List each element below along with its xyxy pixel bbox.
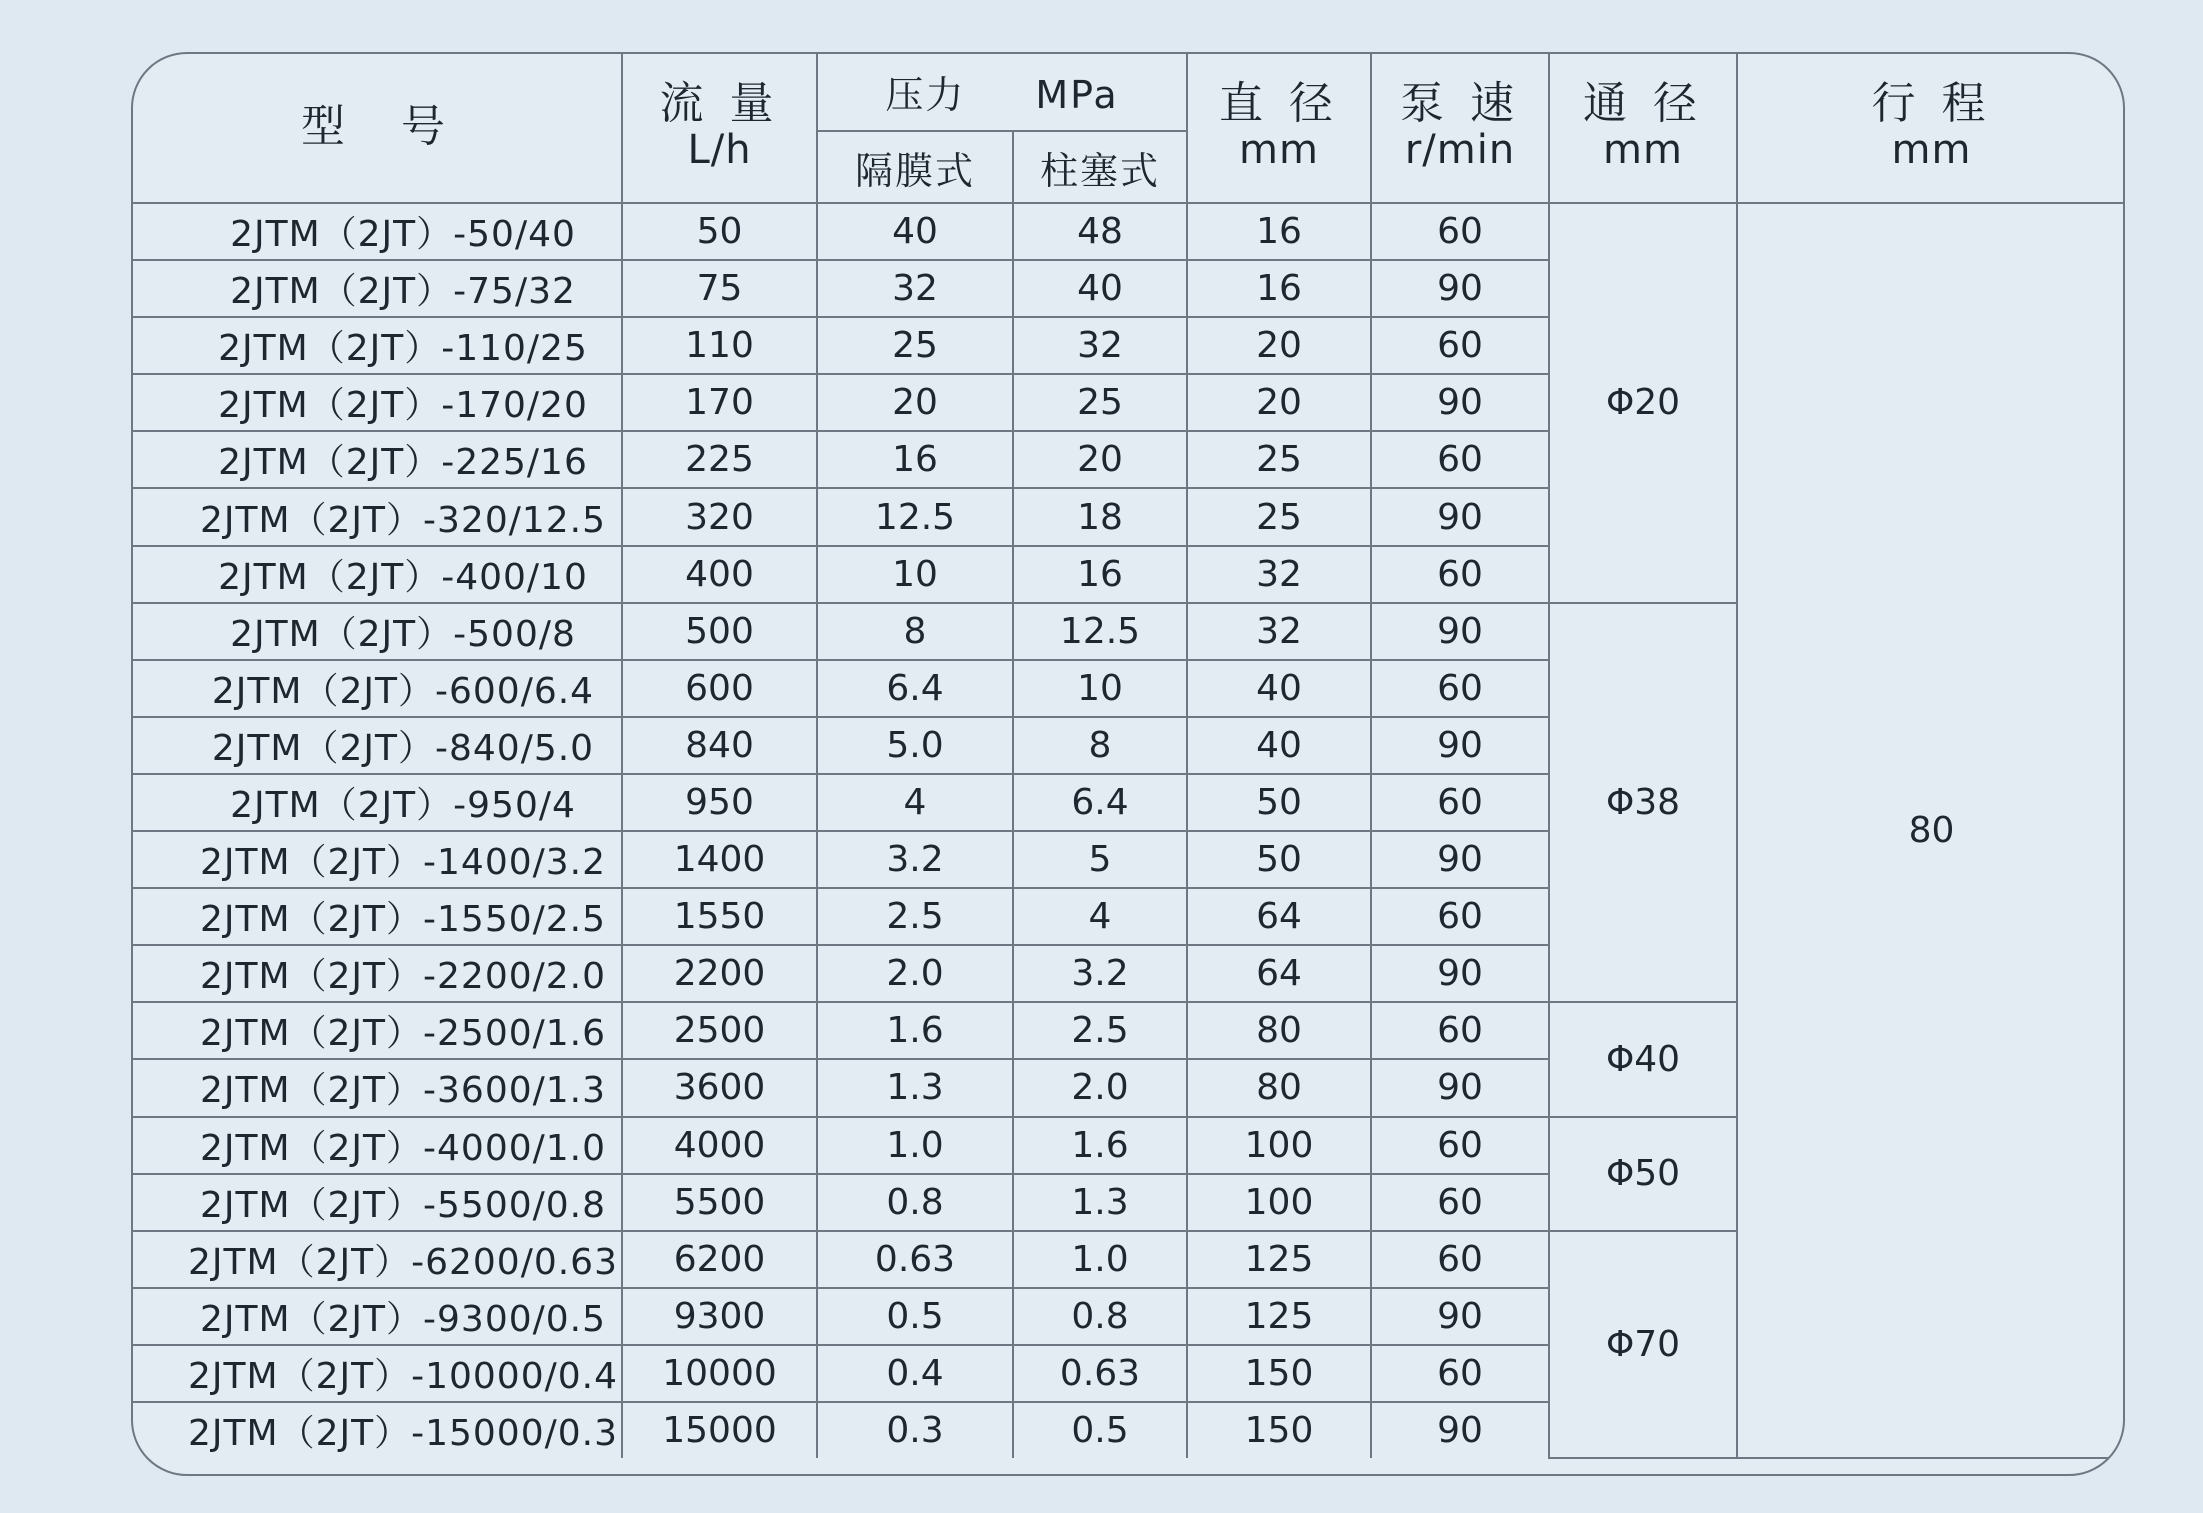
cell-speed: 90 [1371,374,1549,431]
cell-flow: 1550 [622,888,817,945]
cell-speed: 60 [1371,774,1549,831]
cell-bore-group: Φ70 [1549,1231,1737,1458]
cell-flow: 2500 [622,1002,817,1059]
cell-model: 2JTM（2JT）-3600/1.3 [131,1059,622,1116]
cell-flow: 4000 [622,1117,817,1174]
cell-model: 2JTM（2JT）-4000/1.0 [131,1117,622,1174]
cell-diaphragm: 32 [817,260,1013,317]
cell-diameter: 80 [1187,1002,1371,1059]
cell-model: 2JTM（2JT）-5500/0.8 [131,1174,622,1231]
cell-speed: 60 [1371,431,1549,488]
cell-speed: 90 [1371,260,1549,317]
cell-bore-group: Φ38 [1549,603,1737,1003]
cell-diameter: 32 [1187,546,1371,603]
cell-bore-group: Φ20 [1549,203,1737,603]
cell-plunger: 1.0 [1013,1231,1187,1288]
cell-plunger: 8 [1013,717,1187,774]
cell-speed: 60 [1371,546,1549,603]
cell-plunger: 12.5 [1013,603,1187,660]
cell-diameter: 25 [1187,431,1371,488]
cell-flow: 225 [622,431,817,488]
cell-diameter: 16 [1187,260,1371,317]
cell-model: 2JTM（2JT）-2200/2.0 [131,945,622,1002]
cell-diaphragm: 1.0 [817,1117,1013,1174]
cell-diaphragm: 20 [817,374,1013,431]
cell-diaphragm: 4 [817,774,1013,831]
cell-stroke: 80 [1737,203,2125,1458]
cell-diaphragm: 5.0 [817,717,1013,774]
cell-plunger: 3.2 [1013,945,1187,1002]
cell-speed: 60 [1371,203,1549,260]
cell-speed: 60 [1371,1174,1549,1231]
cell-diameter: 20 [1187,374,1371,431]
cell-speed: 60 [1371,1345,1549,1402]
header-pressure: 压力 MPa [817,52,1187,131]
cell-diameter: 64 [1187,888,1371,945]
cell-diaphragm: 25 [817,317,1013,374]
cell-model: 2JTM（2JT）-1550/2.5 [131,888,622,945]
cell-speed: 90 [1371,1288,1549,1345]
cell-diaphragm: 0.4 [817,1345,1013,1402]
cell-speed: 60 [1371,1231,1549,1288]
cell-model: 2JTM（2JT）-1400/3.2 [131,831,622,888]
cell-model: 2JTM（2JT）-15000/0.3 [131,1402,622,1458]
spec-table-panel [131,52,2125,1476]
cell-diaphragm: 0.5 [817,1288,1013,1345]
cell-speed: 90 [1371,488,1549,545]
cell-plunger: 0.63 [1013,1345,1187,1402]
cell-bore-group: Φ40 [1549,1002,1737,1116]
cell-diameter: 25 [1187,488,1371,545]
header-flow: 流 量 L/h [622,52,817,203]
table-row [131,203,2125,260]
cell-diaphragm: 40 [817,203,1013,260]
cell-diameter: 64 [1187,945,1371,1002]
cell-speed: 90 [1371,831,1549,888]
cell-plunger: 5 [1013,831,1187,888]
header-stroke: 行 程 mm [1737,52,2125,203]
table-body [131,203,2125,1458]
cell-diameter: 32 [1187,603,1371,660]
cell-diameter: 50 [1187,831,1371,888]
cell-flow: 840 [622,717,817,774]
cell-plunger: 1.3 [1013,1174,1187,1231]
cell-speed: 90 [1371,1402,1549,1458]
header-bore-unit: mm [1603,127,1683,173]
cell-plunger: 1.6 [1013,1117,1187,1174]
cell-diaphragm: 2.5 [817,888,1013,945]
cell-model: 2JTM（2JT）-170/20 [131,374,622,431]
header-diameter-unit: mm [1239,127,1319,173]
cell-model: 2JTM（2JT）-110/25 [131,317,622,374]
cell-flow: 15000 [622,1402,817,1458]
cell-diameter: 80 [1187,1059,1371,1116]
cell-diameter: 16 [1187,203,1371,260]
cell-plunger: 2.0 [1013,1059,1187,1116]
cell-diameter: 100 [1187,1117,1371,1174]
cell-diameter: 40 [1187,717,1371,774]
cell-plunger: 6.4 [1013,774,1187,831]
cell-speed: 90 [1371,603,1549,660]
cell-model: 2JTM（2JT）-950/4 [131,774,622,831]
cell-model: 2JTM（2JT）-840/5.0 [131,717,622,774]
header-row-1 [131,52,2125,131]
header-diaphragm: 隔膜式 [817,131,1013,203]
cell-plunger: 10 [1013,660,1187,717]
cell-flow: 600 [622,660,817,717]
cell-diaphragm: 1.6 [817,1002,1013,1059]
cell-diaphragm: 0.3 [817,1402,1013,1458]
cell-plunger: 2.5 [1013,1002,1187,1059]
cell-diaphragm: 16 [817,431,1013,488]
cell-diameter: 20 [1187,317,1371,374]
cell-flow: 2200 [622,945,817,1002]
cell-speed: 60 [1371,660,1549,717]
header-plunger: 柱塞式 [1013,131,1187,203]
cell-speed: 90 [1371,1059,1549,1116]
header-pressure-unit: MPa [1035,72,1119,117]
cell-diaphragm: 3.2 [817,831,1013,888]
cell-flow: 6200 [622,1231,817,1288]
header-pump-speed: 泵 速 r/min [1371,52,1549,203]
cell-diameter: 50 [1187,774,1371,831]
cell-plunger: 16 [1013,546,1187,603]
cell-speed: 60 [1371,317,1549,374]
cell-plunger: 18 [1013,488,1187,545]
cell-model: 2JTM（2JT）-2500/1.6 [131,1002,622,1059]
cell-diameter: 150 [1187,1402,1371,1458]
pump-spec-table [131,52,2125,1459]
cell-speed: 60 [1371,1117,1549,1174]
cell-model: 2JTM（2JT）-600/6.4 [131,660,622,717]
cell-flow: 110 [622,317,817,374]
cell-flow: 320 [622,488,817,545]
cell-diameter: 100 [1187,1174,1371,1231]
cell-plunger: 0.5 [1013,1402,1187,1458]
cell-plunger: 48 [1013,203,1187,260]
header-model: 型 号 [131,52,622,203]
cell-diameter: 125 [1187,1288,1371,1345]
header-bore: 通 径 mm [1549,52,1737,203]
cell-diameter: 150 [1187,1345,1371,1402]
cell-model: 2JTM（2JT）-6200/0.63 [131,1231,622,1288]
cell-flow: 5500 [622,1174,817,1231]
cell-diaphragm: 0.63 [817,1231,1013,1288]
cell-diameter: 40 [1187,660,1371,717]
cell-model: 2JTM（2JT）-225/16 [131,431,622,488]
cell-plunger: 32 [1013,317,1187,374]
cell-model: 2JTM（2JT）-320/12.5 [131,488,622,545]
cell-diaphragm: 12.5 [817,488,1013,545]
cell-diaphragm: 8 [817,603,1013,660]
cell-model: 2JTM（2JT）-10000/0.4 [131,1345,622,1402]
cell-speed: 60 [1371,888,1549,945]
cell-model: 2JTM（2JT）-75/32 [131,260,622,317]
cell-speed: 90 [1371,945,1549,1002]
cell-diaphragm: 2.0 [817,945,1013,1002]
cell-model: 2JTM（2JT）-9300/0.5 [131,1288,622,1345]
cell-flow: 400 [622,546,817,603]
cell-flow: 10000 [622,1345,817,1402]
cell-flow: 9300 [622,1288,817,1345]
cell-diaphragm: 10 [817,546,1013,603]
cell-flow: 1400 [622,831,817,888]
cell-bore-group: Φ50 [1549,1117,1737,1231]
cell-plunger: 20 [1013,431,1187,488]
header-flow-unit: L/h [687,127,752,173]
header-stroke-unit: mm [1891,127,1972,173]
cell-flow: 950 [622,774,817,831]
cell-diameter: 125 [1187,1231,1371,1288]
cell-model: 2JTM（2JT）-50/40 [131,203,622,260]
cell-model: 2JTM（2JT）-500/8 [131,603,622,660]
cell-flow: 170 [622,374,817,431]
cell-plunger: 25 [1013,374,1187,431]
cell-plunger: 4 [1013,888,1187,945]
cell-plunger: 0.8 [1013,1288,1187,1345]
cell-model: 2JTM（2JT）-400/10 [131,546,622,603]
cell-flow: 3600 [622,1059,817,1116]
cell-flow: 50 [622,203,817,260]
cell-diaphragm: 0.8 [817,1174,1013,1231]
header-diameter: 直 径 mm [1187,52,1371,203]
cell-speed: 90 [1371,717,1549,774]
cell-flow: 500 [622,603,817,660]
cell-plunger: 40 [1013,260,1187,317]
cell-flow: 75 [622,260,817,317]
header-pump-speed-unit: r/min [1404,127,1516,173]
cell-speed: 60 [1371,1002,1549,1059]
cell-diaphragm: 1.3 [817,1059,1013,1116]
cell-diaphragm: 6.4 [817,660,1013,717]
